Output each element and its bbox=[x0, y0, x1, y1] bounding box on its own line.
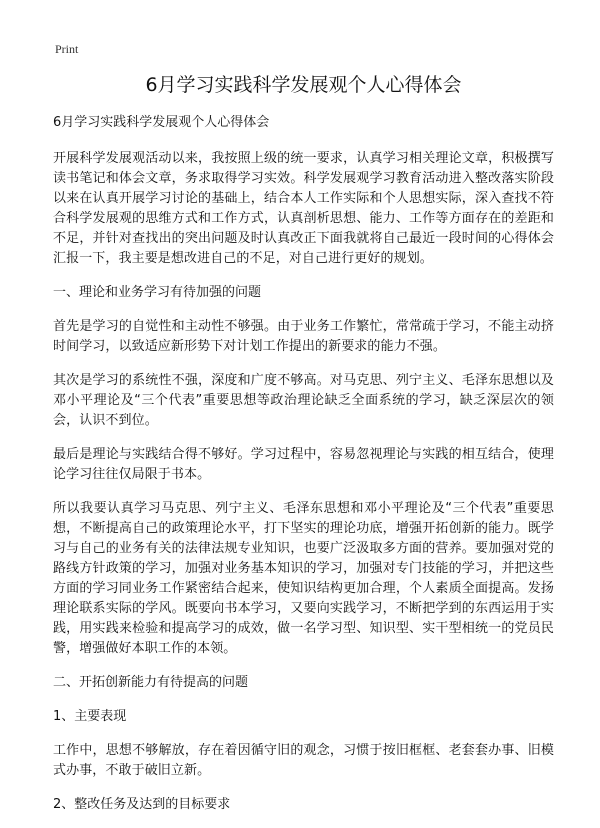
section-heading-1: 一、理论和业务学习有待加强的问题 bbox=[53, 285, 262, 300]
print-label: Print bbox=[55, 42, 79, 56]
document-title: 6月学习实践科学发展观个人心得体会 bbox=[145, 74, 462, 96]
paragraph-third-issue: 最后是理论与实践结合得不够好。学习过程中，容易忽视理论与实践的相互结合，使理论学习往往仅局限于书本。 bbox=[53, 447, 554, 482]
paragraph-first-issue: 首先是学习的自觉性和主动性不够强。由于业务工作繁忙，常常疏于学习，不能主动挤时间学习，以致适应新形势下对计划工作提出的新要求的能力不强。 bbox=[53, 319, 554, 354]
paragraph-second-issue: 其次是学习的系统性不强，深度和广度不够高。对马克思、列宁主义、毛泽东思想以及邓小平理论及“三个代表”重要思想等政治理论缺乏全面系统的学习，缺乏深层次的领会，认识不到位。 bbox=[53, 373, 554, 428]
paragraph-manifestation: 工作中，思想不够解放，存在着因循守旧的观念，习惯于按旧框框、老套套办事、旧模式办事，不敢于破旧立新。 bbox=[53, 743, 554, 778]
section-heading-2: 二、开拓创新能力有待提高的问题 bbox=[53, 675, 249, 690]
paragraph-remedy: 所以我要认真学习马克思、列宁主义、毛泽东思想和邓小平理论及“三个代表”重要思想，不断提高自己的政策理论水平，打下坚实的理论功底，增强开拓创新的能力。既学习与自己的业务有关的法律法规专业知识，也要广泛汲取多方面的营养。要加强对党的路线方针政策的学习，加强对业务基本知识的学习，加强对专门技能的学习，并把这些方面的学习同业务工作紧密结合起来，使知识结构更加合理，个人素质全面提高。发扬理论联系实际的学风。既要向书本学习，又要向实践学习，不断把学到的东西运用于实践，用实践来检验和提高学习的成效，做一名学习型、知识型、实干型相统一的党员民警，增强做好本职工作的本领。 bbox=[53, 501, 554, 656]
subheading-rectification: 2、整改任务及达到的目标要求 bbox=[53, 797, 231, 812]
subheading-manifestation: 1、主要表现 bbox=[53, 709, 127, 724]
document-subtitle: 6月学习实践科学发展观个人心得体会 bbox=[53, 115, 270, 130]
paragraph-intro: 开展科学发展观活动以来，我按照上级的统一要求，认真学习相关理论文章，积极撰写读书笔记和体会文章，务求取得学习实效。科学发展观学习教育活动进入整改落实阶段以来在认真开展学习讨论的基础上，结合本人工作实际和个人思想实际，深入查找不符合科学发展观的思维方式和工作方式，认真剖析思想、能力、工作等方面存在的差距和不足，并针对查找出的突出问题及时认真改正下面我就将自己最近一段时间的心得体会汇报一下，我主要是想改进自己的不足，对自己进行更好的规划。 bbox=[53, 151, 554, 266]
